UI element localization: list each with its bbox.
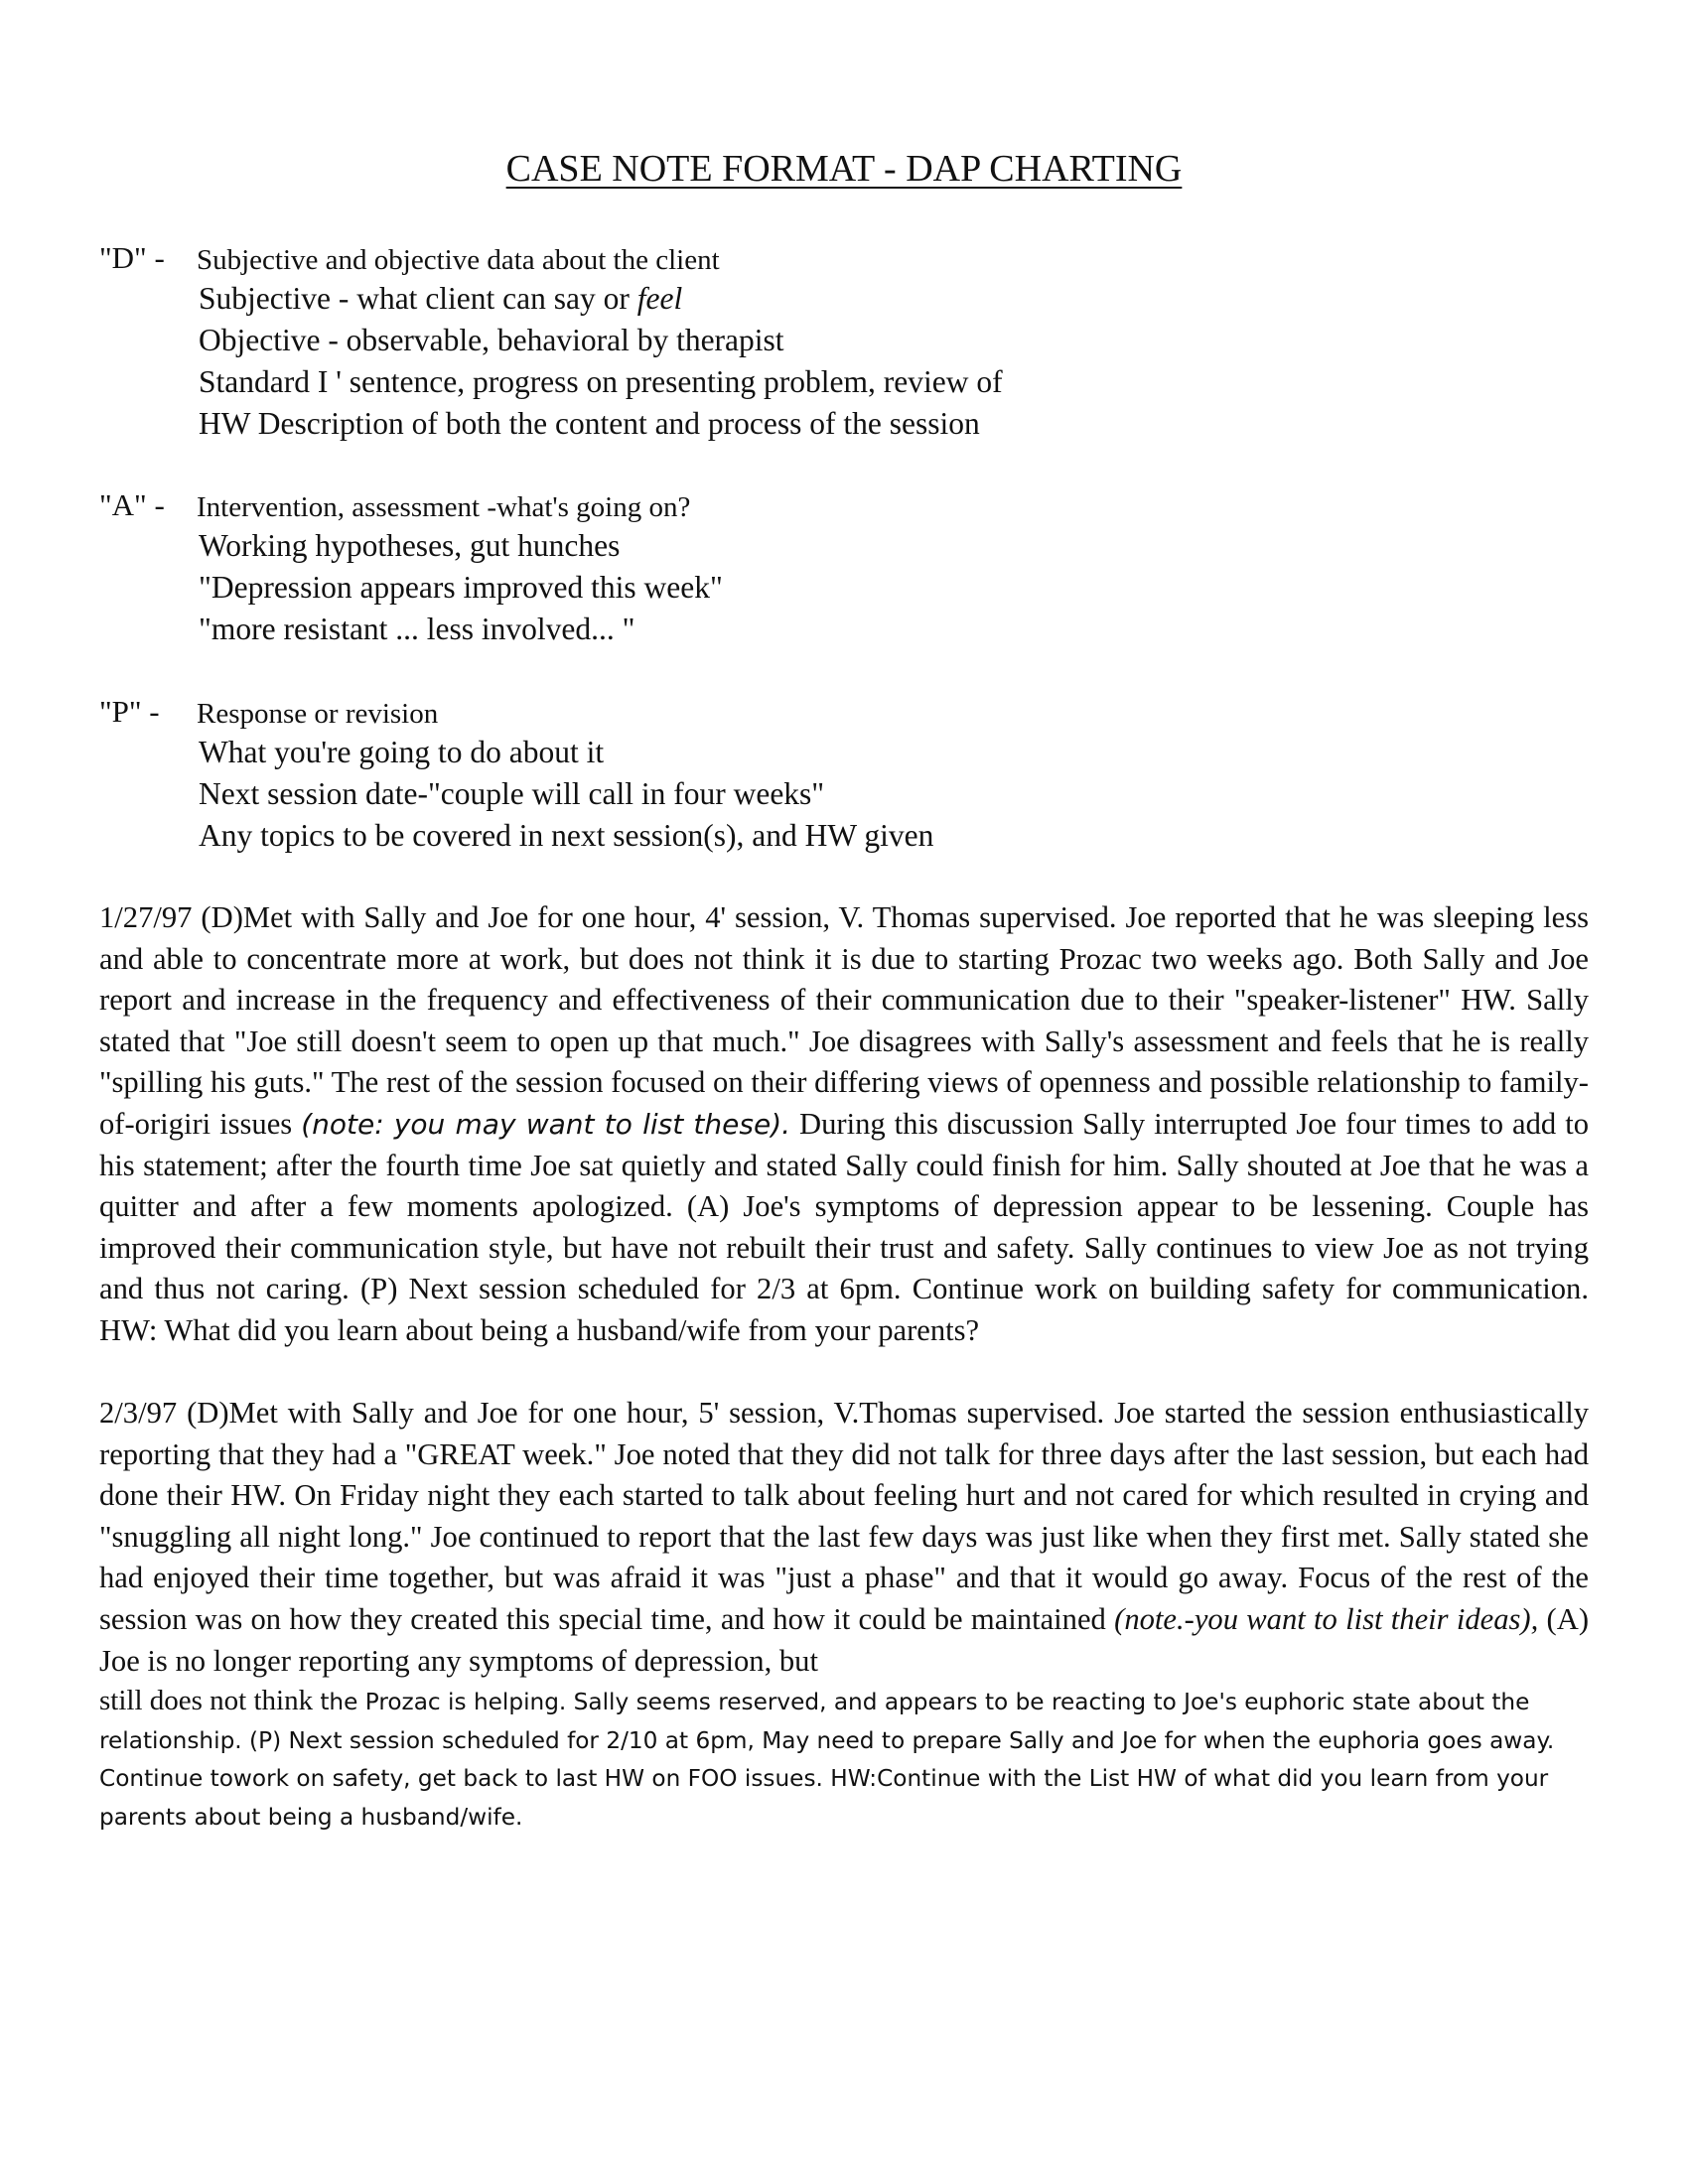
case-note-2-tail [99,1682,1569,1837]
case-note-2-italic-note: (note.-you want to list their ideas), [1114,1601,1539,1636]
page-title: CASE NOTE FORMAT - DAP CHARTING [505,148,1183,190]
section-d-label: "D" - [99,240,165,275]
case-note-2-tail-line: Continue towork on safety, get back to last HW on FOO issues. HW:Continue with the List HW of what did you learn from your [99,1765,1549,1792]
section-d-line: HW Description of both the content and process of the session [199,406,980,441]
case-note-2-tail-line: parents about being a husband/wife. [99,1803,523,1831]
section-d-line: Standard I ' sentence, progress on presenting problem, review of [199,364,1003,399]
section-p-line: What you're going to do about it [199,735,605,769]
section-a-label: "A" - [99,487,165,522]
case-note-1-italic-note: (note: you may want to list these). [301,1107,791,1141]
case-note-2-text: 2/3/97 (D)Met with Sally and Joe for one hour, 5' session, V.Thomas supervised. Joe started the session enthusiastically reporting that they had a "GREAT week." Joe noted that they did not talk for three days after the last session, but each had done their HW. On Friday night they each started to talk about feeling hurt and not cared for which resulted in crying and "snuggling all night long." Joe continued to report that the last few days was just like when they first met. Sally stated she had enjoyed their time together, but was afraid it was "just a phase" and that it would go away. Focus of the rest of the session was on how they created this special time, and how it could be maintained [99,1396,1589,1636]
case-note-2-text-cont: (A) Joe is no longer reporting any symptoms of depression, but [99,1601,1590,1678]
case-note-1-text-cont: During this discussion Sally interrupted Joe four times to add to his statement; after the fourth time Joe sat quietly and stated Sally could finish for him. Sally shouted at Joe that he was a quitter and after a few moments apologized. (A) Joe's symptoms of depression appear to be lessening. Couple has improved their communication style, but have not rebuilt their trust and safety. Sally continues to view Joe as not trying and thus not caring. (P) Next session scheduled for 2/3 at 6pm. Continue work on building safety for communication. HW: What did you learn about being a husband/wife from your parents? [99,1106,1589,1347]
section-p-label: "P" - [99,694,160,729]
section-d-line: Objective - observable, behavioral by therapist [199,323,784,357]
section-a-line: "more resistant ... less involved... " [199,612,635,646]
feel-word: feel [636,281,683,316]
section-a [99,485,1589,650]
case-note-1 [99,897,1589,1352]
section-a-heading: Intervention, assessment -what's going on? [197,491,691,523]
section-d-line: Subjective - what client can say or feel [199,281,683,316]
section-p-line: Any topics to be covered in next session(s), and HW given [199,818,934,853]
section-p [99,692,1589,857]
section-p-line: Next session date-"couple will call in four weeks" [199,776,825,811]
case-note-2 [99,1393,1589,1682]
section-d-heading: Subjective and objective data about the client [197,244,720,276]
section-d [99,238,1589,445]
section-a-line: Working hypotheses, gut hunches [199,528,621,563]
section-p-heading: Response or revision [197,698,439,730]
case-note-2-tail-line: still does not think the Prozac is helping. Sally seems reserved, and appears to be reacting to Joe's euphoric state about the [99,1685,1530,1716]
section-a-line: "Depression appears improved this week" [199,570,723,605]
case-note-1-text: 1/27/97 (D)Met with Sally and Joe for one hour, 4' session, V. Thomas supervised. Joe reported that he was sleeping less and able to concentrate more at work, but does not think it is due to starting Prozac two weeks ago. Both Sally and Joe report and increase in the frequency and effectiveness of their communication due to their "speaker-listener" HW. Sally stated that "Joe still doesn't seem to open up that much." Joe disagrees with Sally's assessment and feels that he is really "spilling his guts." The rest of the session focused on their differing views of openness and possible relationship to family-of-origiri issues [99,900,1589,1141]
case-note-2-tail-line: relationship. (P) Next session scheduled for 2/10 at 6pm, May need to prepare Sally and Joe for when the euphoria goes away. [99,1726,1555,1754]
